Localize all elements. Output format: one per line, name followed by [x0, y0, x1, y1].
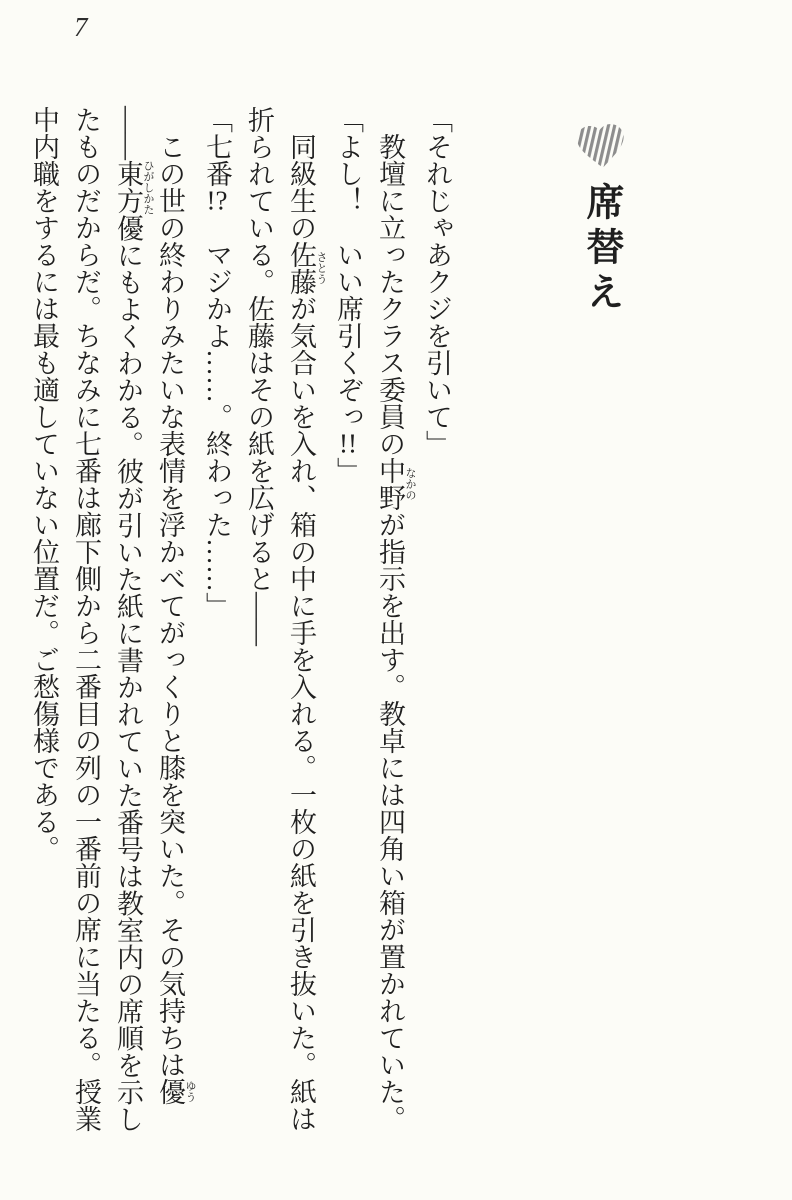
paragraph-narration: 同級生の佐藤 さとうが気合いを入れ、箱の中に手を入れる。一枚の紙を引き抜いた。紙は折られている。佐藤はその紙を広げると―― [244, 106, 327, 1132]
chapter-title-block [570, 118, 632, 317]
striped-heart-icon [571, 116, 632, 177]
paragraph-dialogue: 「よし！ いい席引くぞっ!!」 [333, 106, 363, 484]
ruby-annotated-text: 優 ゆう [155, 1078, 196, 1105]
chapter-title: 席替え [580, 182, 622, 317]
ruby-annotated-text: 佐藤 さとう [286, 241, 327, 295]
page-number: 7 [74, 12, 88, 42]
ruby-annotated-text: 中野 なかの [375, 457, 416, 511]
body-text [23, 106, 458, 1146]
ruby-annotated-text: 東方 ひがしかた [113, 159, 154, 215]
paragraph-narration: 教壇に立ったクラス委員の中野 なかのが指示を出す。教卓には四角い箱が置かれていた。 [375, 133, 416, 1132]
paragraph-narration: この世の終わりみたいな表情を浮かべてがっくりと膝を突いた。その気持ちは優 ゆう――東方 ひがしかた優にもよくわかる。彼が引いた紙に書かれていた番号は教室内の席順を示したものだからだ。ちなみに七番は廊下側から二番目の列の一番前の席に当たる。授業中内職をするには最も適していない位置だ。ご愁傷様である。 [29, 106, 196, 1133]
tate-chu-yoko: !? [206, 187, 228, 214]
tate-chu-yoko: !! [339, 430, 357, 457]
paragraph-dialogue: 「七番!? マジかよ……。終わった……」 [202, 106, 232, 619]
paragraph-dialogue: 「それじゃあクジを引いて」 [422, 106, 452, 457]
